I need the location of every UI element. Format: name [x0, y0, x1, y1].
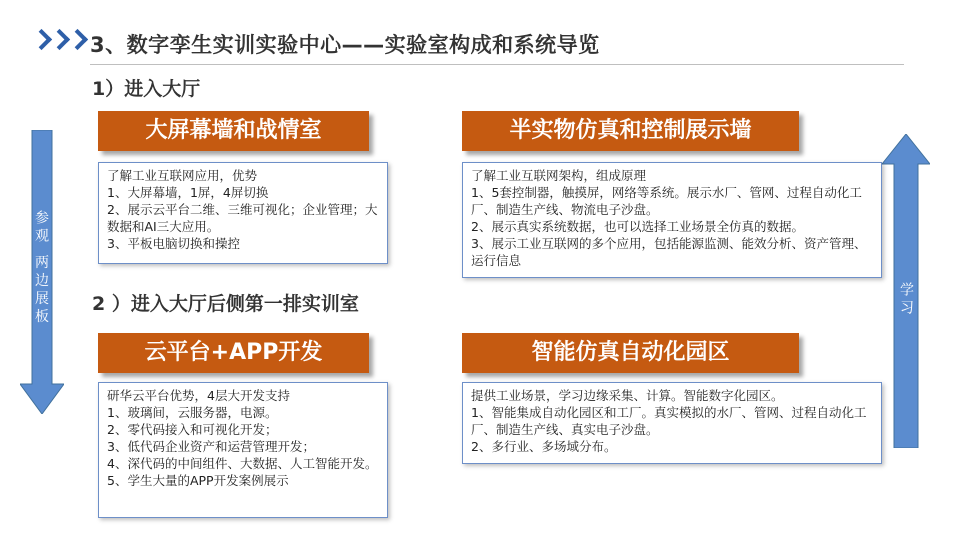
- title-divider: [90, 64, 904, 65]
- panel-title-semi-physical: 半实物仿真和控制展示墙: [462, 111, 799, 151]
- panel-title-cloud-app: 云平台+APP开发: [98, 333, 369, 373]
- chevron-icon-group: [34, 32, 88, 47]
- right-arrow-label: 学习: [898, 282, 914, 318]
- panel-body-screen-wall: [98, 162, 388, 264]
- panel-body-cloud-app: [98, 382, 388, 518]
- panel-line: 4、深代码的中间组件、大数据、人工智能开发。: [107, 456, 378, 471]
- panel-body-semi-physical: [462, 162, 882, 278]
- panel-line: 1、5套控制器，触摸屏，网络等系统。展示水厂、管网、过程自动化工厂、制造生产线、物流电子沙盘。: [471, 185, 862, 217]
- panel-line: 2、多行业、多场域分布。: [471, 439, 617, 454]
- panel-line: 提供工业场景，学习边缘采集、计算。智能数字化园区。: [471, 388, 784, 403]
- section-heading-first-row: 2 ）进入大厅后侧第一排实训室: [92, 293, 359, 315]
- panel-title-screen-wall: 大屏幕墙和战情室: [98, 111, 369, 151]
- panel-line: 3、展示工业互联网的多个应用，包括能源监测、能效分析、资产管理、运行信息: [471, 236, 867, 268]
- chevron-right-icon: [67, 29, 88, 50]
- panel-line: 1、玻璃间，云服务器，电源。: [107, 405, 278, 420]
- panel-line: 2、零代码接入和可视化开发；: [107, 422, 278, 437]
- panel-line: 研华云平台优势，4层大开发支持: [107, 388, 290, 403]
- panel-line: 2、展示真实系统数据，也可以选择工业场景全仿真的数据。: [471, 219, 804, 234]
- section-heading-lobby: 1）进入大厅: [92, 78, 201, 100]
- panel-line: 3、低代码企业资产和运营管理开发；: [107, 439, 315, 454]
- panel-line: 1、大屏幕墙，1屏，4屏切换: [107, 185, 269, 200]
- page-title: 3、数字孪生实训实验中心——实验室构成和系统导览: [90, 33, 600, 57]
- panel-title-smart-park: 智能仿真自动化园区: [462, 333, 799, 373]
- panel-body-smart-park: [462, 382, 882, 464]
- panel-line: 了解工业互联网架构，组成原理: [471, 168, 647, 183]
- panel-line: 3、平板电脑切换和操控: [107, 236, 240, 251]
- panel-line: 1、智能集成自动化园区和工厂。真实模拟的水厂、管网、过程自动化工厂、制造生产线、真实电子沙盘。: [471, 405, 867, 437]
- left-arrow-label: 参观 两边展板: [33, 209, 49, 327]
- panel-line: 了解工业互联网应用，优势: [107, 168, 258, 183]
- panel-line: 2、展示云平台二维、三维可视化；企业管理；大数据和AI三大应用。: [107, 202, 378, 234]
- panel-line: 5、学生大量的APP开发案例展示: [107, 473, 289, 488]
